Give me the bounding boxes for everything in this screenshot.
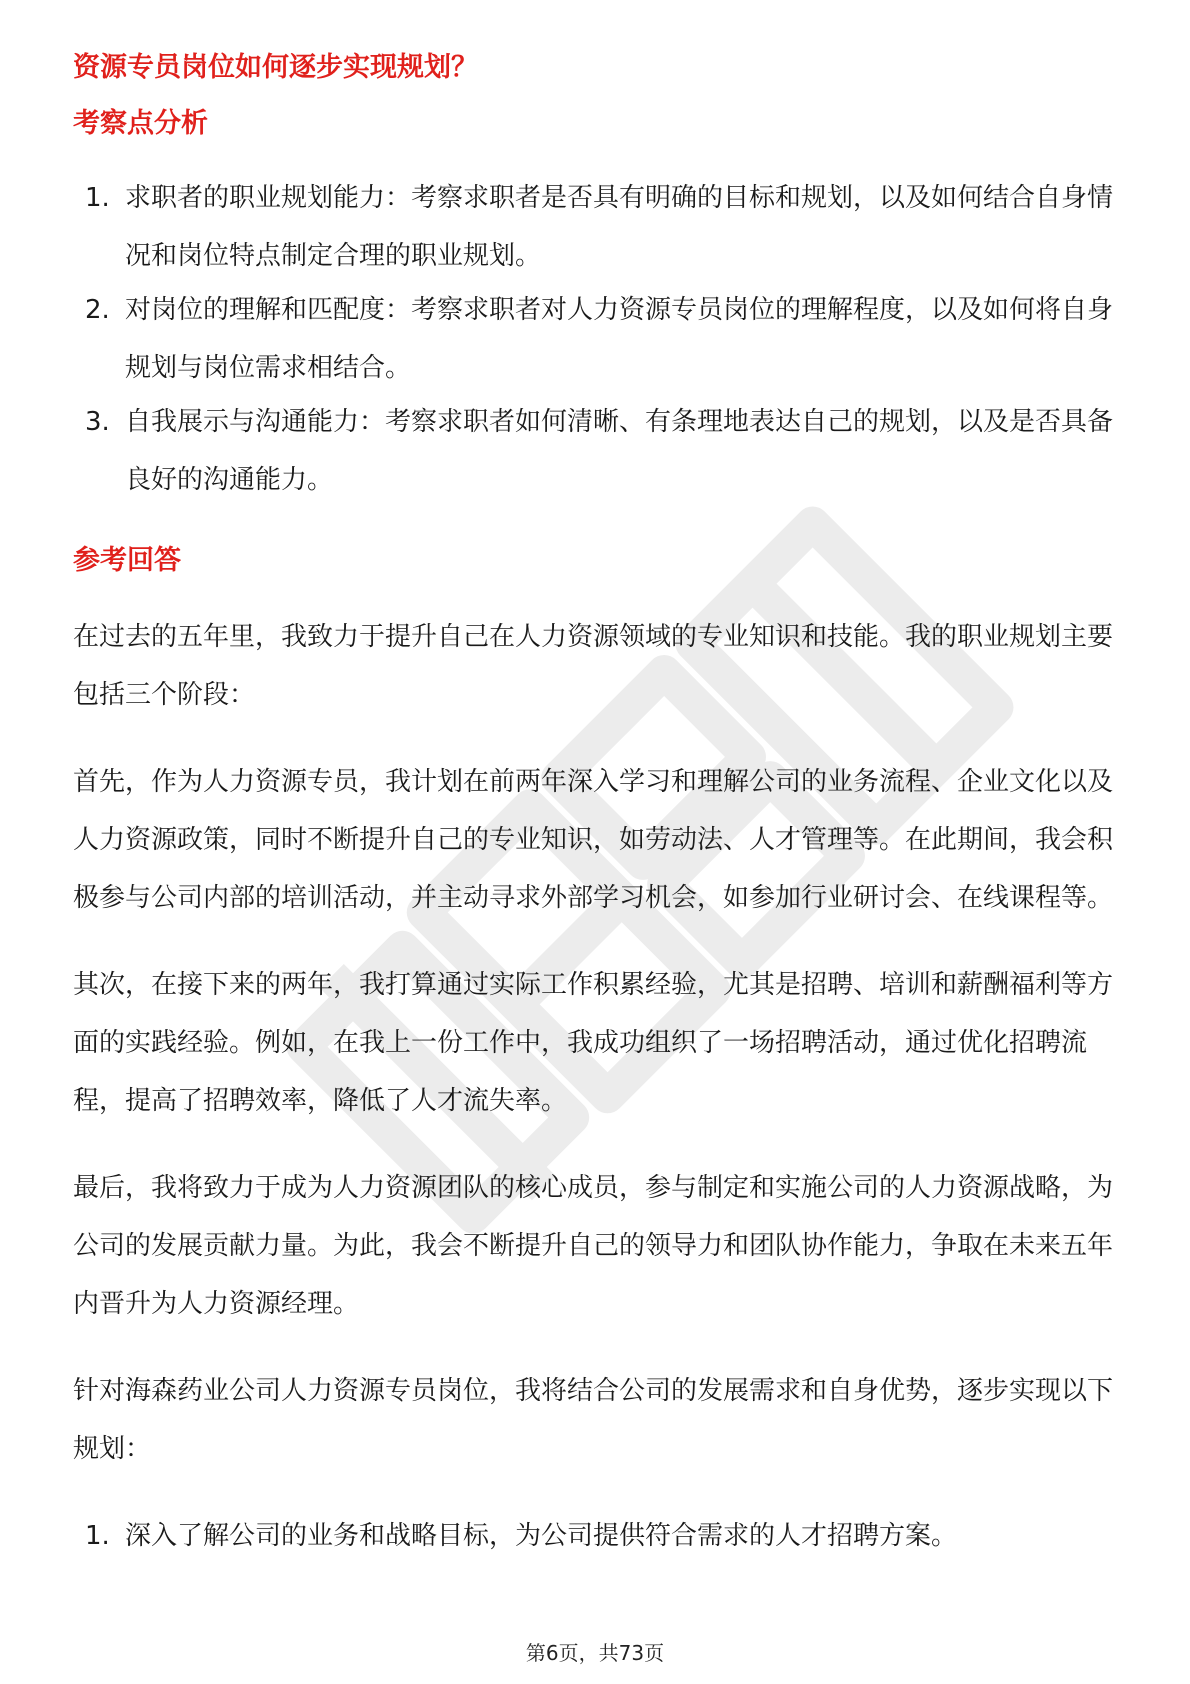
list-item	[73, 169, 1123, 285]
list-item	[73, 393, 1123, 509]
list-item-number: 1.	[85, 183, 110, 213]
list-item-text: 对岗位的理解和匹配度：考察求职者对人力资源专员岗位的理解程度，以及如何将自身规划与岗位需求相结合。	[125, 295, 1114, 383]
list-item	[73, 281, 1123, 397]
answer-paragraph: 最后，我将致力于成为人力资源团队的核心成员，参与制定和实施公司的人力资源战略，为公司的发展贡献力量。为此，我会不断提升自己的领导力和团队协作能力，争取在未来五年内晋升为人力资源经理。	[73, 1173, 1114, 1319]
list-item-number: 3.	[85, 407, 110, 437]
list-item-text: 自我展示与沟通能力：考察求职者如何清晰、有条理地表达自己的规划，以及是否具备良好的沟通能力。	[125, 407, 1114, 495]
answer-paragraph: 在过去的五年里，我致力于提升自己在人力资源领域的专业知识和技能。我的职业规划主要包括三个阶段：	[73, 622, 1114, 710]
answer-heading: 参考回答	[73, 545, 181, 576]
list-item-number: 2.	[85, 295, 110, 325]
plan-list	[73, 1507, 1123, 1565]
answer-paragraph: 首先，作为人力资源专员，我计划在前两年深入学习和理解公司的业务流程、企业文化以及人力资源政策，同时不断提升自己的专业知识，如劳动法、人才管理等。在此期间，我会积极参与公司内部的培训活动，并主动寻求外部学习机会，如参加行业研讨会、在线课程等。	[73, 767, 1114, 913]
analysis-heading: 考察点分析	[73, 108, 208, 139]
list-item	[73, 1507, 1123, 1565]
answer-paragraph: 其次，在接下来的两年，我打算通过实际工作积累经验，尤其是招聘、培训和薪酬福利等方面的实践经验。例如，在我上一份工作中，我成功组织了一场招聘活动，通过优化招聘流程，提高了招聘效率，降低了人才流失率。	[73, 970, 1114, 1116]
document-title: 资源专员岗位如何逐步实现规划？	[73, 52, 478, 83]
document-page	[73, 48, 1123, 1565]
page-number-footer: 第6页，共73页	[525, 1641, 665, 1665]
analysis-list	[73, 169, 1123, 509]
list-item-number: 1.	[85, 1521, 110, 1551]
answer-paragraph: 针对海森药业公司人力资源专员岗位，我将结合公司的发展需求和自身优势，逐步实现以下规划：	[73, 1376, 1114, 1464]
list-item-text: 深入了解公司的业务和战略目标，为公司提供符合需求的人才招聘方案。	[125, 1521, 958, 1551]
list-item-text: 求职者的职业规划能力：考察求职者是否具有明确的目标和规划，以及如何结合自身情况和岗位特点制定合理的职业规划。	[125, 183, 1114, 271]
